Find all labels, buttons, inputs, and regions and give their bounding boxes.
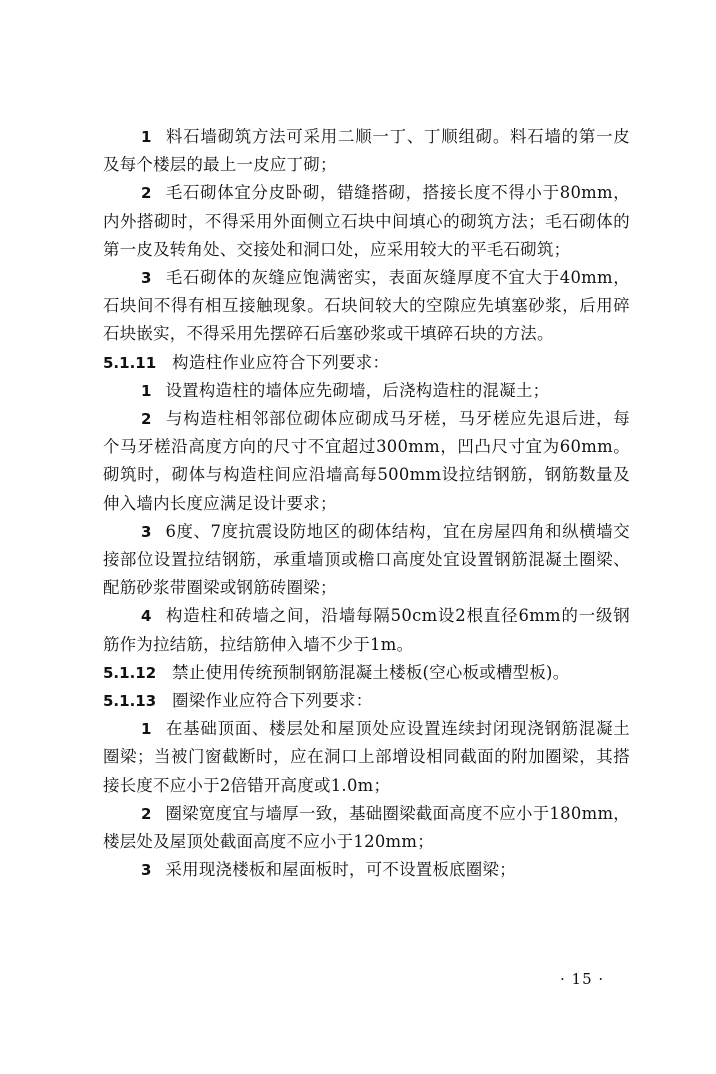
- item-3: [103, 264, 630, 349]
- item-number: 2: [141, 410, 152, 429]
- item-number: 3: [141, 522, 152, 541]
- item-2: [103, 179, 630, 264]
- item-text: 圈梁宽度宜与墙厚一致，基础圈梁截面高度不应小于180mm，楼层处及屋顶处截面高度不应小于120mm；: [103, 803, 630, 852]
- clause-number: 5.1.11: [103, 353, 157, 372]
- item-1: [103, 123, 630, 179]
- item-text: 毛石砌体宜分皮卧砌，错缝搭砌，搭接长度不得小于80mm，内外搭砌时，不得采用外面侧立石块中间填心的砌筑方法；毛石砌体的第一皮及转角处、交接处和洞口处，应采用较大的平毛石砌筑；: [103, 183, 630, 259]
- document-body: [103, 123, 630, 884]
- clause-text: 圈梁作业应符合下列要求：: [172, 691, 373, 711]
- item-1: [103, 715, 630, 800]
- clause-5-1-11: [103, 349, 630, 377]
- item-number: 1: [141, 381, 152, 400]
- item-3: [103, 518, 630, 603]
- item-text: 与构造柱相邻部位砌体应砌成马牙槎，马牙槎应先退后进，每个马牙槎沿高度方向的尺寸不宜超过300mm，凹凸尺寸宜为60mm。砌筑时，砌体与构造柱间应沿墙高每500mm设拉结钢筋，钢筋数量及伸入墙内长度应满足设计要求；: [103, 409, 630, 513]
- item-number: 3: [141, 861, 152, 880]
- item-number: 3: [141, 269, 152, 288]
- clause-number: 5.1.12: [103, 663, 157, 682]
- clause-5-1-12: [103, 659, 630, 687]
- clause-5-1-13: [103, 687, 630, 715]
- item-text: 采用现浇楼板和屋面板时，可不设置板底圈梁；: [165, 860, 516, 880]
- item-text: 料石墙砌筑方法可采用二顺一丁、丁顺组砌。料石墙的第一皮及每个楼层的最上一皮应丁砌；: [103, 127, 630, 175]
- item-2: [103, 800, 630, 856]
- item-number: 4: [141, 607, 152, 626]
- clause-text: 构造柱作业应符合下列要求：: [172, 352, 390, 372]
- item-text: 在基础顶面、楼层处和屋顶处应设置连续封闭现浇钢筋混凝土圈梁；当被门窗截断时，应在洞口上部增设相同截面的附加圈梁，其搭接长度不应小于2倍错开高度或1.0m；: [103, 719, 630, 795]
- item-number: 2: [141, 804, 152, 823]
- item-number: 2: [141, 184, 152, 203]
- page-number: · 15 ·: [560, 970, 605, 988]
- item-text: 毛石砌体的灰缝应饱满密实，表面灰缝厚度不宜大于40mm，石块间不得有相互接触现象。石块间较大的空隙应先填塞砂浆，后用碎石块嵌实，不得采用先摆碎石后塞砂浆或干填碎石块的方法。: [103, 268, 630, 344]
- item-text: 构造柱和砖墙之间，沿墙每隔50cm设2根直径6mm的一级钢筋作为拉结筋，拉结筋伸入墙不少于1m。: [103, 606, 630, 654]
- clause-number: 5.1.13: [103, 692, 157, 711]
- item-number: 1: [141, 128, 152, 146]
- item-text: 6度、7度抗震设防地区的砌体结构，宜在房屋四角和纵横墙交接部位设置拉结钢筋，承重墙顶或檐口高度处宜设置钢筋混凝土圈梁、配筋砂浆带圈梁或钢筋砖圈梁；: [103, 521, 630, 598]
- item-number: 1: [141, 720, 152, 739]
- item-text: 设置构造柱的墙体应先砌墙，后浇构造柱的混凝土；: [165, 380, 550, 400]
- item-3: [103, 856, 630, 884]
- item-2: [103, 405, 630, 518]
- item-4: [103, 602, 630, 658]
- clause-text: 禁止使用传统预制钢筋混凝土楼板(空心板或槽型板)。: [172, 662, 570, 682]
- item-1: [103, 377, 630, 405]
